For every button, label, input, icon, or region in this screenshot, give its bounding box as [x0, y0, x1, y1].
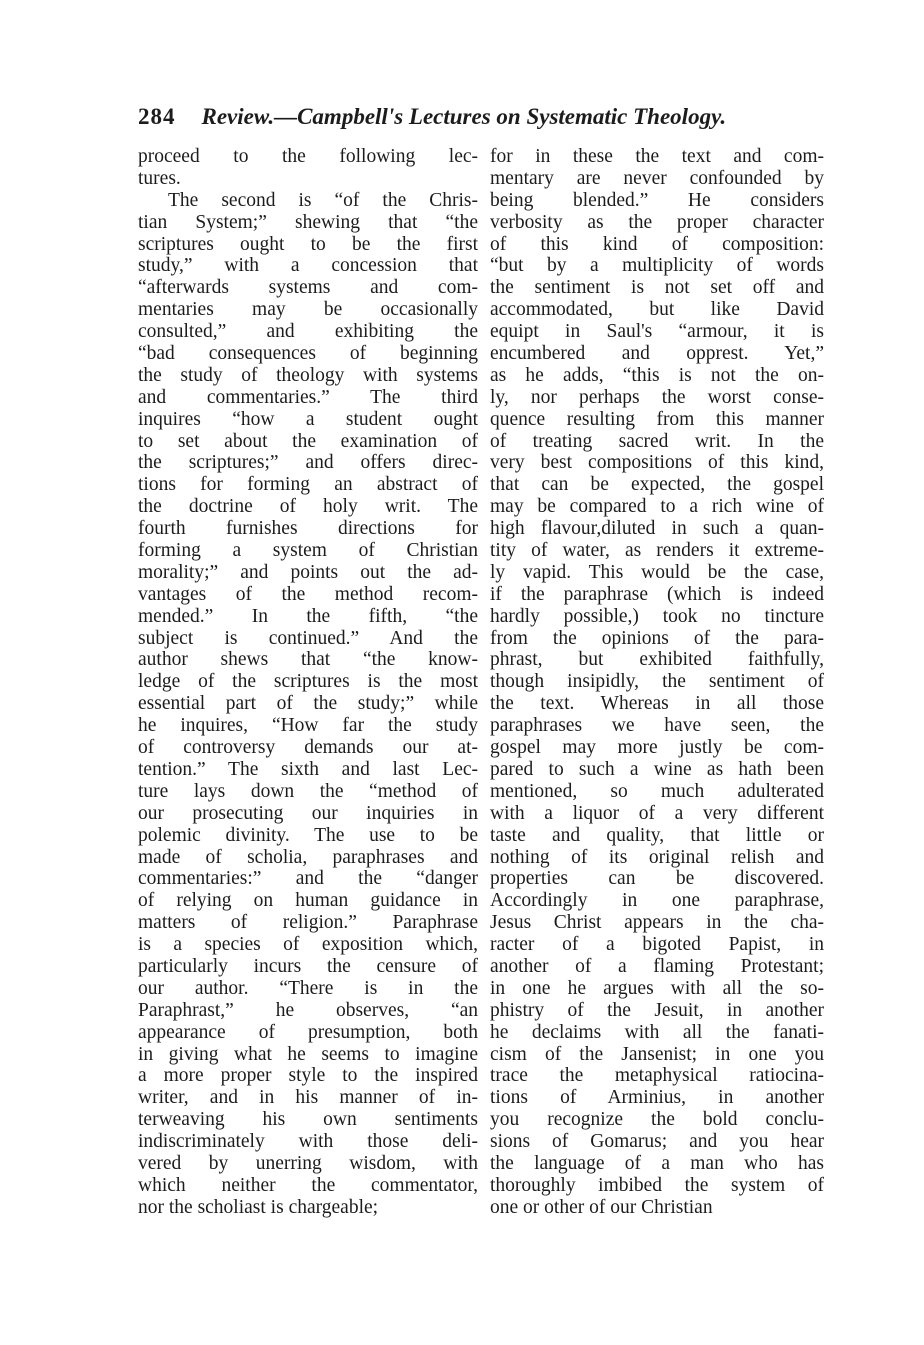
text-line: “afterwards systems and com- [138, 277, 478, 299]
text-line: the sentiment is not set off and [490, 277, 824, 299]
text-line: ly, nor perhaps the worst conse- [490, 386, 824, 408]
text-line: tity of water, as renders it extreme- [490, 540, 824, 562]
text-line: essential part of the study;” while [138, 693, 478, 715]
text-line: cism of the Jansenist; in one you [490, 1043, 824, 1065]
text-line: author shews that “the know- [138, 649, 478, 671]
text-line: encumbered and opprest. Yet,” [490, 343, 824, 365]
text-line: if the paraphrase (which is indeed [490, 583, 824, 605]
text-line: accommodated, but like David [490, 299, 824, 321]
text-line: in giving what he seems to imagine [138, 1043, 478, 1065]
text-line: pared to such a wine as hath been [490, 758, 824, 780]
text-line: mended.” In the fifth, “the [138, 605, 478, 627]
text-line: morality;” and points out the ad- [138, 561, 478, 583]
text-line: polemic divinity. The use to be [138, 824, 478, 846]
text-line: phistry of the Jesuit, in another [490, 999, 824, 1021]
text-line: the text. Whereas in all those [490, 693, 824, 715]
text-line: inquires “how a student ought [138, 408, 478, 430]
text-line: in one he argues with all the so- [490, 977, 824, 999]
text-line: the language of a man who has [490, 1152, 824, 1174]
text-line: thoroughly imbibed the system of [490, 1174, 824, 1196]
text-line: sions of Gomarus; and you hear [490, 1131, 824, 1153]
text-line: from the opinions of the para- [490, 627, 824, 649]
text-line: nothing of its original relish and [490, 846, 824, 868]
text-line: indiscriminately with those deli- [138, 1131, 478, 1153]
text-line: “bad consequences of beginning [138, 343, 478, 365]
text-line: another of a flaming Protestant; [490, 955, 824, 977]
text-line: equipt in Saul's “armour, it is [490, 321, 824, 343]
text-line: of treating sacred writ. In the [490, 430, 824, 452]
text-line: vered by unerring wisdom, with [138, 1152, 478, 1174]
text-line: writer, and in his manner of in- [138, 1087, 478, 1109]
text-line: as he adds, “this is not the on- [490, 364, 824, 386]
text-line: matters of religion.” Paraphrase [138, 912, 478, 934]
text-line: ture lays down the “method of [138, 780, 478, 802]
text-line: the scriptures;” and offers direc- [138, 452, 478, 474]
left-text-column [138, 146, 478, 1219]
text-line: you recognize the bold conclu- [490, 1109, 824, 1131]
text-line: paraphrases we have seen, the [490, 715, 824, 737]
text-line: Jesus Christ appears in the cha- [490, 912, 824, 934]
text-line: The second is “of the Chris- [168, 189, 478, 211]
text-line: taste and quality, that little or [490, 824, 824, 846]
right-text-column [490, 146, 824, 1219]
text-line: consulted,” and exhibiting the [138, 321, 478, 343]
text-line: our author. “There is in the [138, 977, 478, 999]
text-line: mentaries may be occasionally [138, 299, 478, 321]
text-line: Accordingly in one paraphrase, [490, 890, 824, 912]
text-line: the doctrine of holy writ. The [138, 496, 478, 518]
text-line: may be compared to a rich wine of [490, 496, 824, 518]
text-line: tian System;” shewing that “the [138, 211, 478, 233]
text-line: terweaving his own sentiments [138, 1109, 478, 1131]
text-line: quence resulting from this manner [490, 408, 824, 430]
text-line: that can be expected, the gospel [490, 474, 824, 496]
text-line: particularly incurs the censure of [138, 955, 478, 977]
running-head [138, 104, 828, 140]
text-line: gospel may more justly be com- [490, 737, 824, 759]
text-line: he declaims with all the fanati- [490, 1021, 824, 1043]
text-line: and commentaries.” The third [138, 386, 478, 408]
text-line: nor the scholiast is chargeable; [138, 1196, 379, 1218]
text-line: is a species of exposition which, [138, 934, 478, 956]
text-line: of relying on human guidance in [138, 890, 478, 912]
text-line: which neither the commentator, [138, 1174, 478, 1196]
text-line: vantages of the method recom- [138, 583, 478, 605]
running-head-title: Review.—Campbell's Lectures on Systematic Theology. [201, 104, 727, 129]
text-line: very best compositions of this kind, [490, 452, 824, 474]
text-line: of controversy demands our at- [138, 737, 478, 759]
text-line: tions for forming an abstract of [138, 474, 478, 496]
text-line: commentaries:” and the “danger [138, 868, 478, 890]
text-line: a more proper style to the inspired [138, 1065, 478, 1087]
text-line: high flavour,diluted in such a quan- [490, 518, 824, 540]
text-line: subject is continued.” And the [138, 627, 478, 649]
page-number: 284 [138, 104, 176, 129]
text-line: he inquires, “How far the study [138, 715, 478, 737]
text-line: our prosecuting our inquiries in [138, 802, 478, 824]
text-line: mentioned, so much adulterated [490, 780, 824, 802]
text-line: forming a system of Christian [138, 540, 478, 562]
text-line: fourth furnishes directions for [138, 518, 478, 540]
text-line: phrast, but exhibited faithfully, [490, 649, 824, 671]
text-line: proceed to the following lec- [138, 146, 478, 167]
text-line: “but by a multiplicity of words [490, 255, 824, 277]
text-line: hardly possible,) took no tincture [490, 605, 824, 627]
text-line: tions of Arminius, in another [490, 1087, 824, 1109]
text-line: ly vapid. This would be the case, [490, 561, 824, 583]
text-line: tures. [138, 167, 181, 189]
text-line: being blended.” He considers [490, 189, 824, 211]
text-line: though insipidly, the sentiment of [490, 671, 824, 693]
text-line: tention.” The sixth and last Lec- [138, 758, 478, 780]
text-line: study,” with a concession that [138, 255, 478, 277]
text-line: verbosity as the proper character [490, 211, 824, 233]
text-line: for in these the text and com- [490, 146, 824, 167]
text-line: racter of a bigoted Papist, in [490, 934, 824, 956]
text-line: trace the metaphysical ratiocina- [490, 1065, 824, 1087]
text-line: properties can be discovered. [490, 868, 824, 890]
text-line: ledge of the scriptures is the most [138, 671, 478, 693]
text-line: of this kind of composition: [490, 233, 824, 255]
text-line: the study of theology with systems [138, 364, 478, 386]
text-line: with a liquor of a very different [490, 802, 824, 824]
text-line: mentary are never confounded by [490, 167, 824, 189]
text-line: appearance of presumption, both [138, 1021, 478, 1043]
text-line: Paraphrast,” he observes, “an [138, 999, 478, 1021]
text-line: scriptures ought to be the first [138, 233, 478, 255]
text-line: to set about the examination of [138, 430, 478, 452]
text-line: made of scholia, paraphrases and [138, 846, 478, 868]
text-line: one or other of our Christian [490, 1196, 713, 1218]
